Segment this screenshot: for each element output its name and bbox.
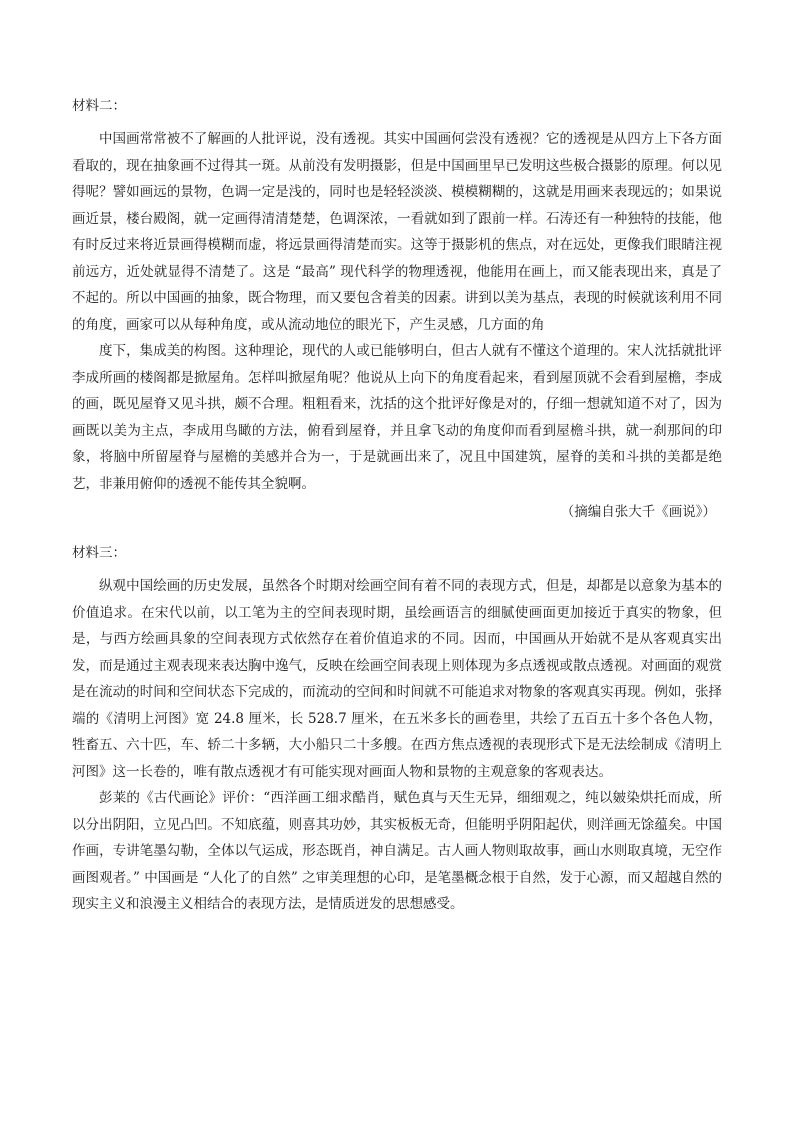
material-two-paragraph-2: 度下，集成美的构图。这种理论，现代的人或已能够明白，但古人就有不懂这个道理的。宋人沈括就批评李成所画的楼阁都是掀屋角。怎样叫掀屋角呢？他说从上向下的角度看起来，看到屋顶就不会看到屋檐，李成的画，既见屋脊又见斗拱，颇不合理。粗粗看来，沈括的这个批评好像是对的，仔细一想就知道不对了，因为画既以美为主点，李成用鸟瞰的方法，俯看到屋脊，并且拿飞动的角度仰而看到屋檐斗拱，就一刹那间的印象，将脑中所留屋脊与屋檐的美感并合为一，于是就画出来了，况且中国建筑，屋脊的美和斗拱的美都是绝艺，非兼用俯仰的透视不能传其全貌啊。: [72, 343, 722, 492]
section-spacer: [72, 525, 722, 543]
material-two-heading: 材料二：: [72, 98, 126, 114]
material-three-paragraph-1: 纵观中国绘画的历史发展，虽然各个时期对绘画空间有着不同的表现方式，但是，却都是以意象为基本的价值追求。在宋代以前，以工笔为主的空间表现时期，虽绘画语言的细腻使画面更加接近于真实的物象，但是，与西方绘画具象的空间表现方式依然存在着价值追求的不同。因而，中国画从开始就不是从客观真实出发，而是通过主观表现来表达胸中逸气，反映在绘画空间表现上则体现为多点透视或散点透视。对画面的观赏是在流动的时间和空间状态下完成的，而流动的空间和时间就不可能追求对物象的客观真实再现。例如，张择端的《清明上河图》宽 24.8 厘米，长 528.7 厘米，在五米多长的画卷里，共绘了五百五十多个各色人物，牲畜五、六十匹，车、轿二十多辆，大小船只二十多艘。在西方焦点透视的表现形式下是无法绘制成《清明上河图》这一长卷的，唯有散点透视才有可能实现对画面人物和景物的主观意象的客观表达。: [72, 578, 722, 780]
material-three-heading: 材料三：: [72, 545, 126, 561]
document-page: [72, 96, 722, 918]
material-three-section: [72, 543, 722, 918]
material-two-paragraph-1: 中国画常常被不了解画的人批评说，没有透视。其实中国画何尝没有透视？它的透视是从四方上下各方面看取的，现在抽象画不过得其一斑。从前没有发明摄影，但是中国画里早已发明这些极合摄影的原理。何以见得呢？譬如画远的景物，色调一定是浅的，同时也是轻轻淡淡、模模糊糊的，这就是用画来表现远的；如果说画近景，楼台殿阁，就一定画得清清楚楚，色调深浓，一看就如到了跟前一样。石涛还有一种独特的技能，他有时反过来将近景画得模糊而虚，将远景画得清楚而实。这等于摄影机的焦点，对在远处，更像我们眼睛注视前远方，近处就显得不清楚了。这是 “最高” 现代科学的物理透视，他能用在画上，而又能表现出来，真是了不起的。所以中国画的抽象，既合物理，而又要包含着美的因素。讲到以美为基点，表现的时候就该利用不同的角度，画家可以从每种角度，或从流动地位的眼光下，产生灵感，几方面的角: [72, 131, 722, 333]
material-two-section: [72, 96, 722, 525]
material-three-paragraph-2: 彭莱的《古代画论》评价：“西洋画工细求酷肖，赋色真与天生无异，细细观之，纯以皴染烘托而成，所以分出阴阳，立见凸凹。不知底蕴，则喜其功妙，其实板板无奇，但能明乎阴阳起伏，则洋画无馀蕴矣。中国作画，专讲笔墨勾勒，全体以气运成，形态既肖，神自满足。古人画人物则取故事，画山水则取真境，无空作画图观者。” 中国画是 “人化了的自然” 之审美理想的心印，是笔墨概念根于自然，发于心源，而又超越自然的现实主义和浪漫主义相结合的表现方法，是情质迸发的思想感受。: [72, 790, 722, 912]
material-two-source: （摘编自张大千《画说》）: [560, 504, 716, 520]
